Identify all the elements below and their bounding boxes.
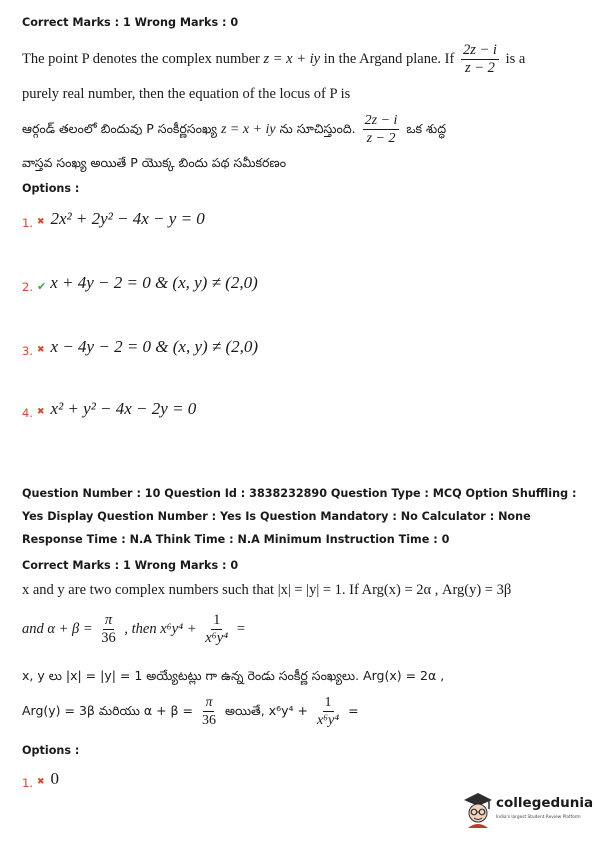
q1-options-label: Options :: [22, 182, 80, 195]
q2-options-label: Options :: [22, 744, 80, 757]
option-expression: 2x² + 2y² − 4x − y = 0: [50, 209, 205, 228]
q2-te-text-a: Arg(y) = 3β మరియు α + β =: [22, 703, 193, 718]
q1-te-text-a: ఆర్గండ్ తలంలో బిందువు P సంకీర్ణసంఖ్య: [22, 121, 217, 136]
frac-numerator: 1: [213, 612, 221, 628]
option-number: 2.: [22, 280, 33, 294]
q1-option-4[interactable]: [22, 398, 196, 420]
wrong-mark-icon: ✖: [36, 345, 45, 355]
q1-english-line2: purely real number, then the equation of the locus of P is: [22, 86, 351, 102]
graduate-mascot-icon: [462, 790, 494, 830]
q1-en-text-b: in the Argand plane. If: [323, 50, 455, 67]
option-expression: x − 4y − 2 = 0 & (x, y) ≠ (2,0): [50, 337, 259, 356]
q1-marks: Correct Marks : 1 Wrong Marks : 0: [22, 16, 239, 29]
q1-telugu-line2: వాస్తవ సంఖ్య అయితే P యొక్క బిందు పథ సమీకరణం: [22, 155, 287, 170]
q1-option-3[interactable]: [22, 336, 258, 358]
option-number: 1.: [22, 216, 33, 230]
logo-wordmark: collegedunia: [496, 795, 594, 811]
frac-denominator: x⁶y⁴: [205, 630, 229, 646]
q1-te-text-b: ను సూచిస్తుంది.: [279, 121, 356, 136]
q2-telugu-line2: [22, 694, 359, 729]
option-expression: 0: [50, 769, 60, 788]
correct-check-icon: ✔: [36, 279, 47, 293]
q2-en-text-a: and α + β =: [22, 620, 93, 637]
q2-english-line2: [22, 612, 245, 647]
q1-en-text-a: The point P denotes the complex number: [22, 50, 260, 67]
q1-en-fraction: [461, 42, 499, 77]
q1-en-text-c: is a: [505, 50, 526, 67]
option-expression: x + 4y − 2 = 0 & (x, y) ≠ (2,0): [50, 273, 258, 292]
frac-numerator: 2z − i: [462, 42, 497, 58]
frac-numerator: π: [205, 695, 213, 710]
collegedunia-logo: [462, 790, 594, 830]
q2-en-equals: =: [236, 620, 246, 637]
q2-marks: Correct Marks : 1 Wrong Marks : 0: [22, 559, 239, 572]
q2-english-line1: x and y are two complex numbers such that |x| = |y| = 1. If Arg(x) = 2α , Arg(y) = 3β: [22, 582, 512, 598]
option-expression: x² + y² − 4x − 2y = 0: [50, 399, 197, 418]
q1-english-line1: [22, 42, 525, 77]
option-number: 1.: [22, 776, 33, 790]
frac-denominator: z − 2: [366, 131, 396, 146]
q1-te-fraction: [363, 112, 400, 147]
q2-en-fraction-pi36: [99, 612, 118, 647]
wrong-mark-icon: ✖: [36, 407, 45, 417]
q2-te-text-b: అయితే, x⁶y⁴ +: [224, 703, 308, 718]
q1-en-z: z = x + iy: [263, 50, 321, 67]
q2-option-1[interactable]: [22, 768, 59, 790]
q2-en-text-b: , then x⁶y⁴ +: [124, 620, 197, 637]
option-number: 3.: [22, 344, 33, 358]
q2-te-equals: =: [348, 703, 359, 718]
q1-te-text-c: ఒక శుద్ధ: [406, 121, 447, 136]
q1-option-1[interactable]: [22, 208, 205, 230]
wrong-mark-icon: ✖: [36, 777, 45, 787]
frac-denominator: 36: [101, 630, 116, 646]
q2-te-fraction-reciprocal: [315, 694, 341, 729]
q1-option-2[interactable]: [22, 272, 258, 294]
frac-denominator: x⁶y⁴: [316, 713, 340, 728]
q1-te-z: z = x + iy: [220, 122, 276, 137]
logo-tagline: India's largest Student Review Platform: [496, 815, 581, 820]
q2-meta: Question Number : 10 Question Id : 3838232890 Question Type : MCQ Option Shuffling : Yes Display Question Number : Yes Is Question Mandatory : No Calculator : None Response Time : N.A Think Time : N.A Minimum Instruction Time : 0: [22, 487, 577, 546]
frac-numerator: 1: [324, 695, 332, 710]
q2-en-fraction-reciprocal: [203, 612, 230, 647]
frac-denominator: 36: [201, 713, 216, 728]
frac-numerator: 2z − i: [364, 113, 398, 128]
option-number: 4.: [22, 406, 33, 420]
q2-telugu-line1: x, y లు |x| = |y| = 1 అయ్యేటట్లు గా ఉన్న రెండు సంకీర్ణ సంఖ్యలు. Arg(x) = 2α ,: [22, 668, 445, 683]
frac-denominator: z − 2: [464, 60, 495, 76]
q2-te-fraction-pi36: [200, 694, 218, 729]
frac-numerator: π: [104, 612, 113, 628]
q1-telugu-line1: [22, 112, 446, 147]
wrong-mark-icon: ✖: [36, 217, 45, 227]
